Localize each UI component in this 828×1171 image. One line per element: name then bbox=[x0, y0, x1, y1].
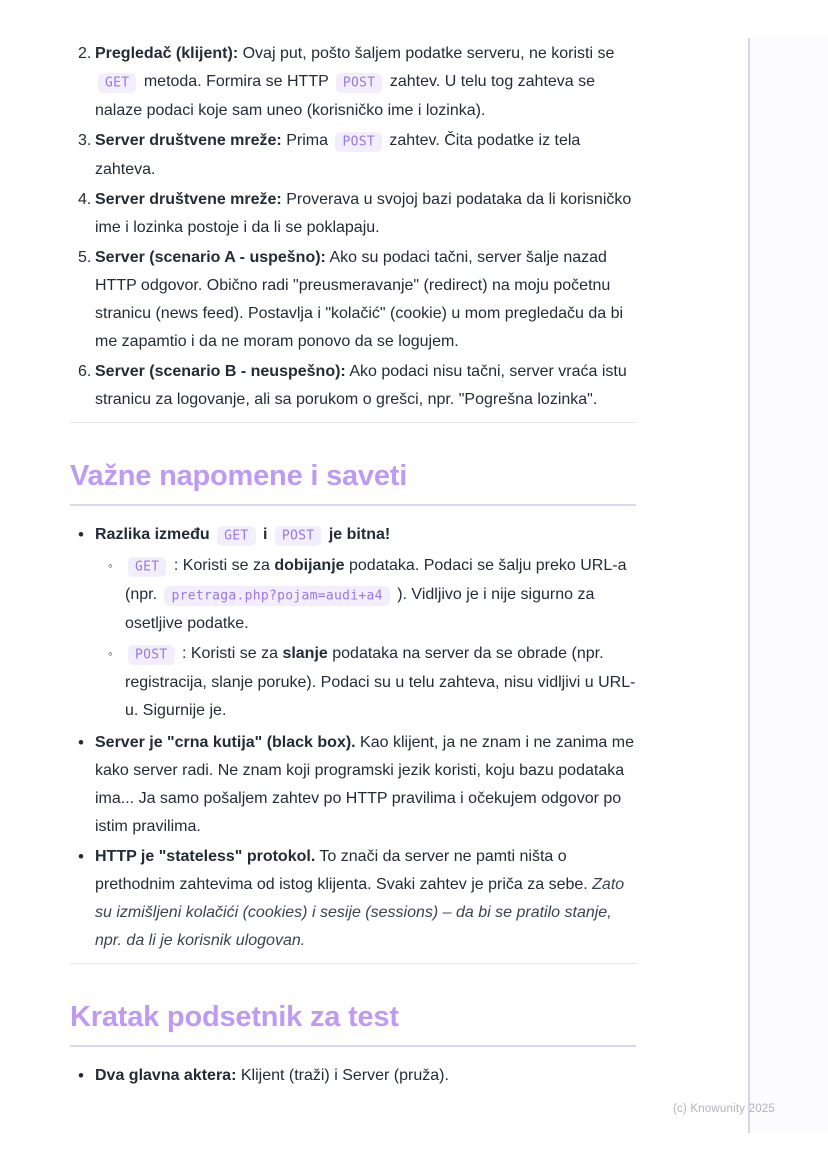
text-run: Ako su podaci tačni, server šalje nazad HTTP odgovor. Obično radi "preusmeravanje" (redirect) na moju početnu stranicu (news feed). Postavlja i "kolačić" (cookie) u mom pregledaču da bi me zapamtio i da ne moram ponovo da se logujem. bbox=[95, 249, 624, 350]
note-text bbox=[95, 843, 636, 955]
note-text bbox=[95, 729, 636, 841]
code-chip: POST bbox=[275, 526, 322, 546]
sub-item-text bbox=[125, 552, 636, 638]
step-number: 4. bbox=[78, 191, 92, 208]
text-run: Zato su izmišljeni kolačići (cookies) i sesije (sessions) – da bi se pratilo stanje, npr. da li je korisnik ulogovan. bbox=[95, 876, 625, 949]
step-number: 2. bbox=[78, 45, 92, 62]
text-run: metoda. Formira se HTTP bbox=[139, 73, 333, 90]
notes-list bbox=[70, 1062, 636, 1090]
bullet-icon: • bbox=[78, 733, 84, 752]
note-item bbox=[70, 1062, 636, 1090]
sub-bullet-icon: ◦ bbox=[108, 646, 113, 661]
text-run: Server društvene mreže: bbox=[95, 132, 282, 149]
code-chip: pretraga.php?pojam=audi+a4 bbox=[164, 586, 389, 606]
step-item bbox=[70, 40, 636, 125]
text-run: podataka. Podaci se šalju preko URL-a (npr. bbox=[125, 557, 627, 603]
section-divider bbox=[70, 963, 636, 964]
bullet-icon: • bbox=[78, 847, 84, 866]
text-run: podataka na server da se obrade (npr. registracija, slanje poruke). Podaci su u telu zahteva, nisu vidljivi u URL-u. Sigurnije je. bbox=[125, 645, 636, 719]
code-chip: POST bbox=[336, 73, 383, 93]
text-run: Ako podaci nisu tačni, server vraća istu stranicu za logovanje, ali sa porukom o grešci, npr. "Pogrešna lozinka". bbox=[95, 363, 627, 408]
code-chip: GET bbox=[217, 526, 255, 546]
note-item bbox=[70, 843, 636, 955]
step-text bbox=[95, 40, 636, 125]
step-number: 5. bbox=[78, 249, 92, 266]
sub-bullet-icon: ◦ bbox=[108, 558, 113, 573]
step-text bbox=[95, 127, 636, 184]
text-run: Kao klijent, ja ne znam i ne zanima me kako server radi. Ne znam koji programski jezik koristi, koju bazu podataka ima... Ja samo pošaljem zahtev po HTTP pravilima i očekujem odgovor po istim pravilima. bbox=[95, 734, 634, 835]
step-text bbox=[95, 186, 636, 242]
code-chip: GET bbox=[98, 73, 136, 93]
text-run: ). Vidljivo je i nije sigurno za osetljive podatke. bbox=[125, 586, 595, 632]
text-run: slanje bbox=[282, 645, 328, 662]
text-run: Dva glavna aktera: bbox=[95, 1067, 237, 1084]
text-run: dobijanje bbox=[274, 557, 345, 574]
sub-item bbox=[95, 640, 636, 725]
steps-list bbox=[70, 40, 636, 414]
sub-item bbox=[95, 552, 636, 638]
text-run: Prima bbox=[281, 132, 333, 149]
text-run: Server (scenario A - uspešno): bbox=[95, 249, 326, 266]
code-chip: POST bbox=[128, 645, 175, 665]
page-edge-line bbox=[748, 38, 750, 1133]
section-divider bbox=[70, 422, 636, 423]
text-run: i bbox=[258, 526, 272, 543]
note-body bbox=[95, 521, 636, 727]
step-item bbox=[70, 186, 636, 242]
text-run: Proverava u svojoj bazi podataka da li korisničko ime i lozinka postoje i da li se poklapaju. bbox=[95, 191, 632, 236]
section-heading: Kratak podsetnik za test bbox=[70, 1000, 636, 1047]
bullet-icon: • bbox=[78, 1066, 84, 1085]
step-number: 6. bbox=[78, 363, 92, 380]
text-run: Server je "crna kutija" (black box). bbox=[95, 734, 356, 751]
note-text bbox=[95, 526, 390, 543]
step-text bbox=[95, 358, 636, 414]
section-heading: Važne napomene i saveti bbox=[70, 459, 636, 506]
note-item bbox=[70, 729, 636, 841]
text-run: Server društvene mreže: bbox=[95, 191, 282, 208]
step-text bbox=[95, 244, 636, 356]
sub-list bbox=[95, 552, 636, 725]
code-chip: POST bbox=[335, 132, 382, 152]
watermark-text: (c) Knowunity 2025 bbox=[672, 1103, 775, 1115]
note-text bbox=[95, 1062, 636, 1090]
text-run: Klijent (traži) i Server (pruža). bbox=[236, 1067, 449, 1084]
content-column bbox=[70, 40, 636, 1092]
text-run: je bitna! bbox=[324, 526, 391, 543]
text-run: Razlika između bbox=[95, 526, 215, 543]
text-run: zahtev. Čita podatke iz tela zahteva. bbox=[95, 132, 581, 178]
step-item bbox=[70, 244, 636, 356]
page-margin-strip bbox=[750, 38, 828, 1133]
bullet-icon: • bbox=[78, 525, 84, 544]
note-item bbox=[70, 521, 636, 727]
text-run: Pregledač (klijent): bbox=[95, 45, 239, 62]
code-chip: GET bbox=[128, 557, 166, 577]
text-run: HTTP je "stateless" protokol. bbox=[95, 848, 316, 865]
text-run: : Koristi se za bbox=[177, 645, 283, 662]
notes-list bbox=[70, 521, 636, 955]
text-run: zahtev. U telu tog zahteva se nalaze podaci koje sam uneo (korisničko ime i lozinka). bbox=[95, 73, 596, 119]
step-item bbox=[70, 127, 636, 184]
sub-item-text bbox=[125, 640, 636, 725]
text-run: : Koristi se za bbox=[169, 557, 275, 574]
text-run: Server (scenario B - neuspešno): bbox=[95, 363, 346, 380]
step-number: 3. bbox=[78, 132, 92, 149]
text-run: To znači da server ne pamti ništa o prethodnim zahtevima od istog klijenta. Svaki zahtev je priča za sebe. bbox=[95, 848, 593, 893]
step-item bbox=[70, 358, 636, 414]
text-run: Ovaj put, pošto šaljem podatke serveru, ne koristi se bbox=[238, 45, 615, 62]
